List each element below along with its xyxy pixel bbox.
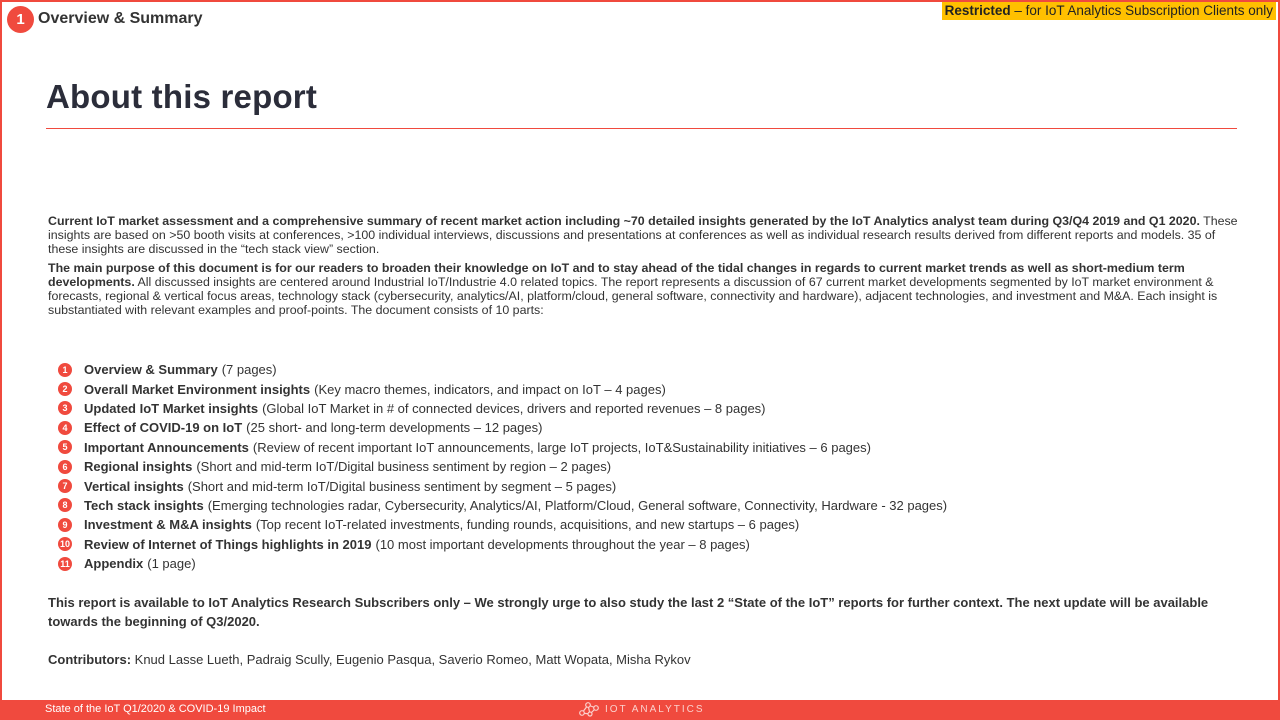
list-item bbox=[58, 515, 1258, 534]
page-title: About this report bbox=[46, 78, 318, 115]
list-item bbox=[58, 496, 1258, 515]
intro-paragraph-1-rest: These insights are based on >50 booth visits at conferences, >100 individual interviews, discussions and presentations at conferences as well as individual research results derived from different reports and models. 35 of these insights are discussed in the “tech stack view” section. bbox=[48, 214, 1238, 256]
part-number-badge: 1 bbox=[58, 363, 72, 377]
restricted-text: – for IoT Analytics Subscription Clients only bbox=[1010, 3, 1273, 18]
part-number-badge: 5 bbox=[58, 440, 72, 454]
part-title: Regional insights bbox=[84, 459, 193, 475]
list-item bbox=[58, 418, 1258, 437]
contributors-label: Contributors: bbox=[48, 652, 132, 667]
part-description: (1 page) bbox=[147, 556, 196, 572]
list-item bbox=[58, 379, 1258, 398]
section-number-badge: 1 bbox=[7, 6, 34, 33]
part-description: (Emerging technologies radar, Cybersecurity, Analytics/AI, Platform/Cloud, General software, Connectivity, Hardware - 32 pages) bbox=[207, 497, 948, 513]
restricted-label: Restricted bbox=[944, 3, 1011, 18]
part-number-badge: 3 bbox=[58, 401, 72, 415]
iot-analytics-logo bbox=[578, 701, 705, 717]
part-number-badge: 8 bbox=[58, 498, 72, 512]
availability-note: This report is available to IoT Analytics Research Subscribers only – We strongly urge to also study the last 2 “State of the IoT” reports for further context. The next update will be available towards the beginning of Q3/2020. bbox=[48, 595, 1209, 629]
part-number-badge: 7 bbox=[58, 479, 72, 493]
part-description: (10 most important developments throughout the year – 8 pages) bbox=[375, 536, 750, 552]
intro-paragraph-2-bold: The main purpose of this document is for our readers to broaden their knowledge on IoT and to stay ahead of the tidal changes in regards to current market trends as well as short-medium term developments. bbox=[48, 261, 1185, 289]
part-number-badge: 6 bbox=[58, 460, 72, 474]
list-item bbox=[58, 457, 1258, 476]
part-title: Overall Market Environment insights bbox=[84, 381, 311, 397]
network-nodes-icon bbox=[578, 701, 600, 717]
intro-text bbox=[48, 214, 1240, 322]
contributors-names: Knud Lasse Lueth, Padraig Scully, Eugenio Pasqua, Saverio Romeo, Matt Wopata, Misha Rykov bbox=[131, 652, 691, 667]
part-number-badge: 10 bbox=[59, 539, 70, 550]
footer-report-title: State of the IoT Q1/2020 & COVID-19 Impact bbox=[45, 703, 266, 715]
report-parts-list bbox=[58, 360, 1258, 573]
logo-text: IOT ANALYTICS bbox=[605, 703, 705, 715]
list-item bbox=[58, 554, 1258, 573]
part-number-badge: 2 bbox=[58, 382, 72, 396]
part-description: (Review of recent important IoT announcements, large IoT projects, IoT&Sustainability initiatives – 6 pages) bbox=[252, 439, 871, 455]
part-title: Tech stack insights bbox=[84, 497, 204, 513]
part-number-badge: 11 bbox=[58, 557, 72, 571]
list-item bbox=[58, 399, 1258, 418]
part-description: (Global IoT Market in # of connected devices, drivers and reported revenues – 8 pages) bbox=[262, 400, 766, 416]
part-title: Investment & M&A insights bbox=[84, 517, 252, 533]
part-number-badge: 4 bbox=[58, 421, 72, 435]
part-title: Vertical insights bbox=[84, 478, 184, 494]
part-description: (Top recent IoT-related investments, funding rounds, acquisitions, and new startups – 6 pages) bbox=[255, 517, 800, 533]
intro-paragraph-2 bbox=[48, 261, 1240, 317]
list-item bbox=[58, 438, 1258, 457]
part-title: Updated IoT Market insights bbox=[84, 400, 259, 416]
contributors-line bbox=[48, 652, 691, 667]
restricted-banner bbox=[942, 2, 1276, 20]
footer-bar bbox=[2, 700, 1278, 718]
intro-paragraph-1 bbox=[48, 214, 1240, 256]
part-description: (Key macro themes, indicators, and impact on IoT – 4 pages) bbox=[314, 381, 666, 397]
part-description: (Short and mid-term IoT/Digital business sentiment by region – 2 pages) bbox=[196, 459, 612, 475]
part-title: Appendix bbox=[84, 556, 144, 572]
part-title: Overview & Summary bbox=[84, 362, 218, 378]
part-description: (Short and mid-term IoT/Digital business sentiment by segment – 5 pages) bbox=[187, 478, 617, 494]
section-title: Overview & Summary bbox=[38, 10, 203, 27]
intro-paragraph-1-bold: Current IoT market assessment and a comprehensive summary of recent market action including ~70 detailed insights generated by the IoT Analytics analyst team during Q3/Q4 2019 and Q1 2020. bbox=[48, 214, 1200, 228]
list-item bbox=[58, 360, 1258, 379]
part-title: Review of Internet of Things highlights in 2019 bbox=[84, 536, 372, 552]
part-title: Effect of COVID-19 on IoT bbox=[84, 420, 243, 436]
title-divider bbox=[46, 128, 1237, 129]
part-description: (7 pages) bbox=[221, 362, 277, 378]
part-description: (25 short- and long-term developments – 12 pages) bbox=[246, 420, 543, 436]
list-item bbox=[58, 476, 1258, 495]
intro-paragraph-2-rest: All discussed insights are centered around Industrial IoT/Industrie 4.0 related topics. The report represents a discussion of 67 current market developments segmented by IoT market environment & forecasts, regional & vertical focus areas, technology stack (cybersecurity, analytics/AI, platform/cloud, general software, connectivity and hardware), adjacent technologies, and investment and M&A. Each insight is substantiated with relevant examples and proof-points. The document consists of 10 parts: bbox=[48, 275, 1218, 317]
part-number-badge: 9 bbox=[58, 518, 72, 532]
list-item bbox=[58, 535, 1258, 554]
part-title: Important Announcements bbox=[84, 439, 249, 455]
